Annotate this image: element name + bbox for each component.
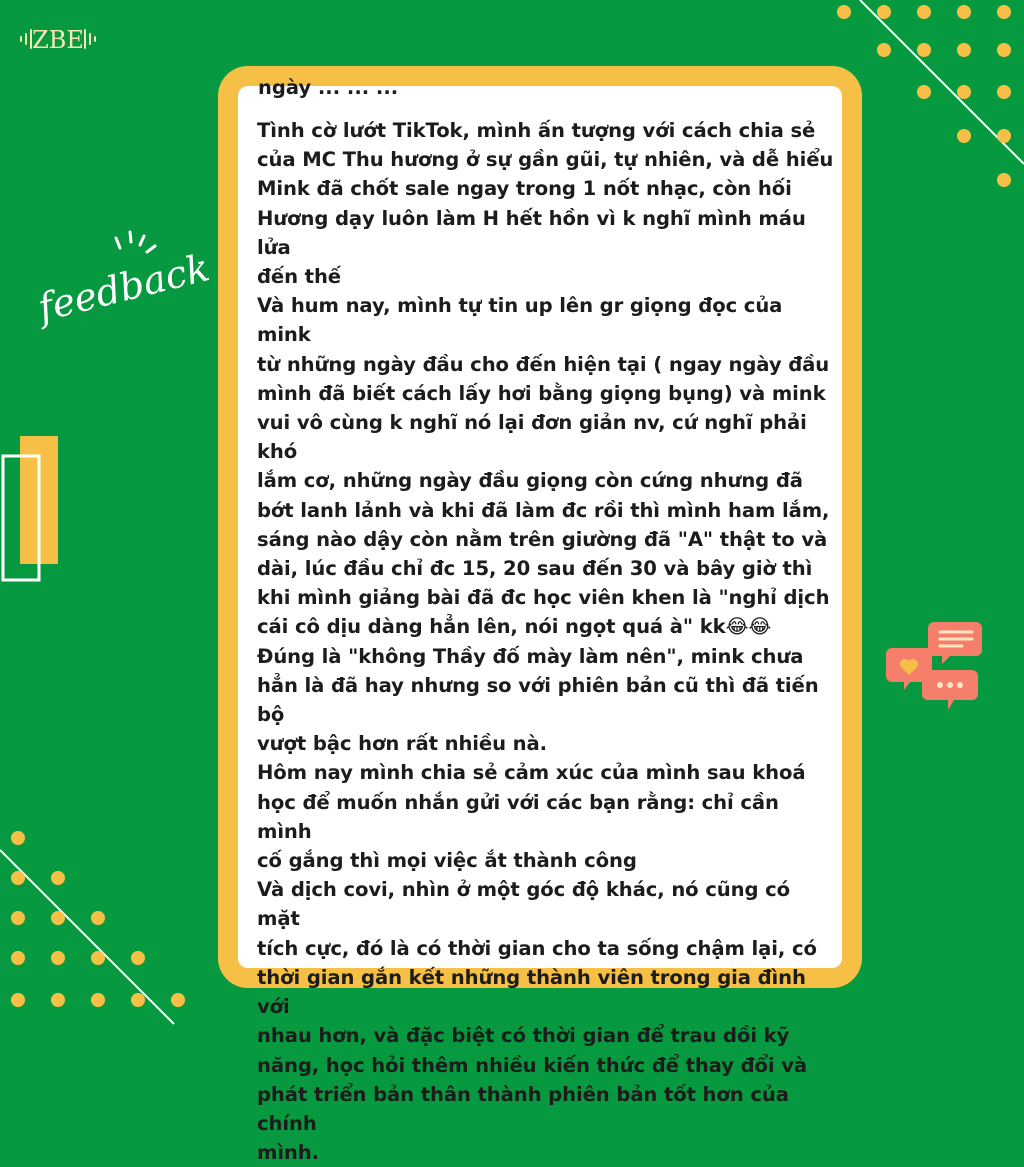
post-card: [238, 76, 842, 1165]
feedback-label: feedback: [33, 245, 214, 331]
soundwave-logo-icon: [18, 18, 98, 60]
left-frame-decoration: [0, 436, 70, 596]
chat-bubbles-icon: [884, 618, 984, 714]
post-partial-top-line: ngày ... ... ...: [258, 76, 399, 99]
feedback-script: [30, 228, 214, 338]
dots-pattern-bottom-left: [0, 820, 200, 1024]
post-body-text: Tình cờ lướt TikTok, mình ấn tượng với cách chia sẻ của MC Thu hương ở sự gần gũi, tự nhiên, và dễ hiểu Mink đã chốt sale ngay trong 1 nốt nhạc, còn hối Hương dạy luôn làm H hết hồn vì k nghĩ mình máu lửa đến thế Và hum nay, mình tự tin up lên gr giọng đọc của mink từ những ngày đầu cho đến hiện tại ( ngay ngày đầu mình đã biết cách lấy hơi bằng giọng bụng) và mink vui vô cùng k nghĩ nó lại đơn giản nv, cứ nghĩ phải khó lắm cơ, những ngày đầu giọng còn cứng nhưng đã bớt lanh lảnh và khi đã làm đc rồi thì mình ham lắm, sáng nào dậy còn nằm trên giường đã "A" thật to và dài, lúc đầu chỉ đc 15, 20 sau đến 30 và bây giờ thì khi mình giảng bài đã đc học viên khen là "nghỉ dịch cái cô dịu dàng hẳn lên, nói ngọt quá à" kk😂😂 Đúng là "không Thầy đố mày làm nên", mink chưa hẳn là đã hay nhưng so với phiên bản cũ thì đã tiến bộ vượt bậc hơn rất nhiều nà. Hôm nay mình chia sẻ cảm xúc của mình sau khoá học để muốn nhắn gửi với các bạn rằng: chỉ cần mình cố gắng thì mọi việc ắt thành công Và dịch covi, nhìn ở một góc độ khác, nó cũng có mặt tích cực, đó là có thời gian cho ta sống chậm lại, có thời gian gắn kết những thành viên trong gia đình với nhau hơn, và đặc biệt có thời gian để trau dồi kỹ năng, học hỏi thêm nhiều kiến thức để thay đổi và phát triển bản thân thành phiên bản tốt hơn của chính mình.: [257, 119, 834, 1165]
logo-text: ZBE: [32, 26, 84, 54]
